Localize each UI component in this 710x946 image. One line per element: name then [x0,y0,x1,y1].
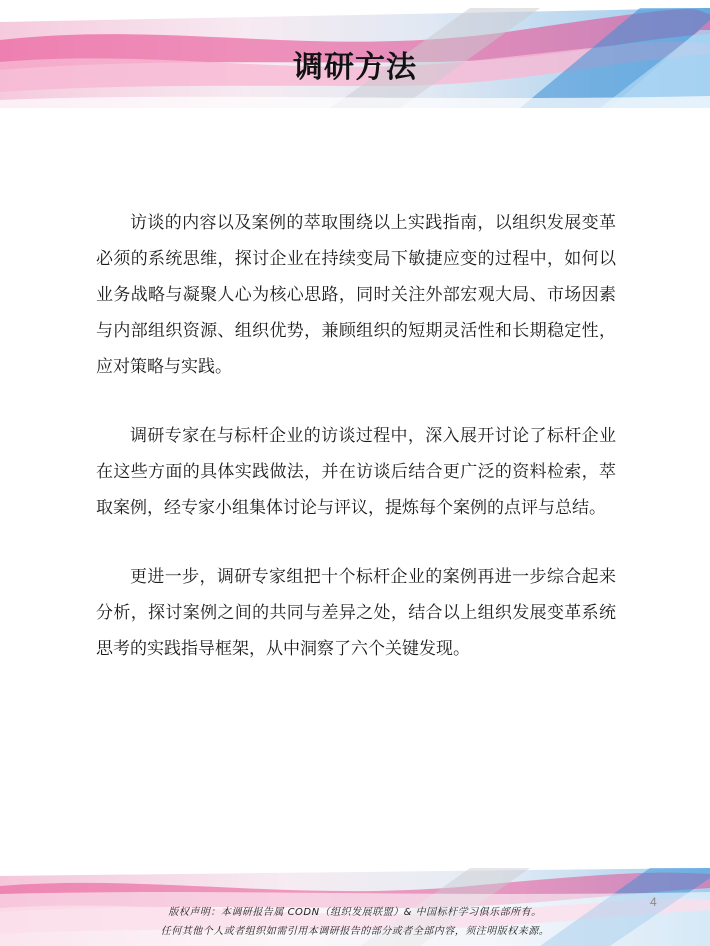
body-text [96,205,616,700]
copyright-notice-line-2: 任何其他个人或者组织如需引用本调研报告的部分或者全部内容，须注明版权来源。 [160,926,550,937]
paragraph-3: 更进一步，调研专家组把十个标杆企业的案例再进一步综合起来分析，探讨案例之间的共同与差异之处，结合以上组织发展变革系统思考的实践指导框架，从中洞察了六个关键发现。 [96,567,616,659]
copyright-notice-line-1: 版权声明：本调研报告属 CODN（组织发展联盟）& 中国标杆学习俱乐部所有。 [168,907,542,918]
paragraph-2: 调研专家在与标杆企业的访谈过程中，深入展开讨论了标杆企业在这些方面的具体实践做法，并在访谈后结合更广泛的资料检索，萃取案例，经专家小组集体讨论与评议，提炼每个案例的点评与总结。 [96,426,616,518]
page-number: 4 [650,895,657,909]
page-title: 调研方法 [293,50,417,85]
paragraph-1: 访谈的内容以及案例的萃取围绕以上实践指南，以组织发展变革必须的系统思维，探讨企业在持续变局下敏捷应变的过程中，如何以业务战略与凝聚人心为核心思路，同时关注外部宏观大局、市场因素与内部组织资源、组织优势，兼顾组织的短期灵活性和长期稳定性，应对策略与实践。 [96,213,616,377]
